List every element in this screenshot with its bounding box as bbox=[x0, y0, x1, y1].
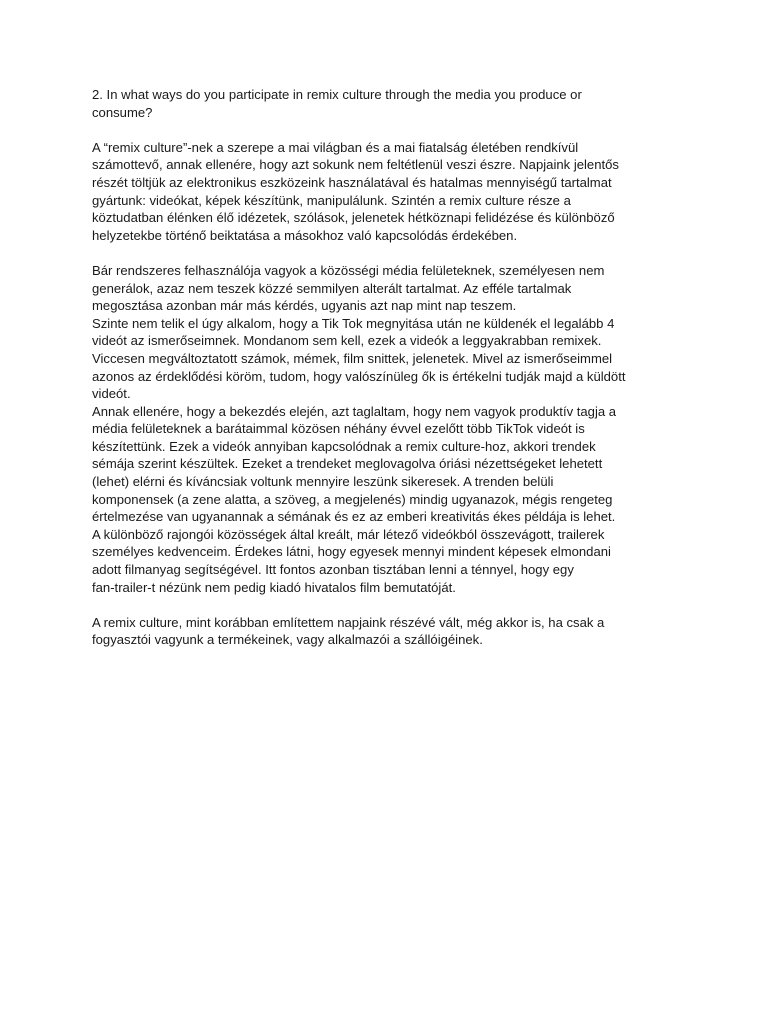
text-line: személyes kedvenceim. Érdekes látni, hogy egyesek mennyi mindent képesek elmondani bbox=[92, 544, 611, 560]
text-line: fan-trailer-t nézünk nem pedig kiadó hivatalos film bemutatóját. bbox=[92, 579, 456, 595]
body-paragraph-1 bbox=[92, 139, 692, 245]
text-line: részét töltjük az elektronikus eszközeink használatával és hatalmas mennyiségű tartalmat bbox=[92, 174, 612, 190]
text-line: videót. bbox=[92, 386, 131, 402]
text-line: A különböző rajongói közösségek által kreált, már létező videókból összevágott, trailerek bbox=[92, 526, 605, 542]
document-body bbox=[92, 86, 692, 649]
text-line: (lehet) elérni és kíváncsiak voltunk mennyire leszünk sikeresek. A trenden belüli bbox=[92, 474, 554, 490]
text-line: 2. In what ways do you participate in remix culture through the media you produce or bbox=[92, 87, 582, 102]
text-line: Szinte nem telik el úgy alkalom, hogy a Tik Tok megnyitása után ne küldenék el legalább 4 bbox=[92, 315, 615, 331]
text-line: generálok, azaz nem teszek közzé semmilyen alterált tartalmat. Az efféle tartalmak bbox=[92, 280, 572, 296]
text-line: videót az ismerőseimnek. Mondanom sem kell, ezek a videók a leggyakrabban remixek. bbox=[92, 333, 602, 349]
text-line: komponensek (a zene alatta, a szöveg, a megjelenés) mindig ugyanazok, mégis rengeteg bbox=[92, 491, 613, 507]
body-paragraph-3 bbox=[92, 614, 692, 649]
text-line: készítettünk. Ezek a videók annyiban kapcsolódnak a remix culture-hoz, akkori trendek bbox=[92, 438, 596, 454]
text-line: Viccesen megváltoztatott számok, mémek, film snittek, jelenetek. Mivel az ismerőseimmel bbox=[92, 350, 613, 366]
question-paragraph bbox=[92, 86, 692, 121]
text-line: helyzetekbe történő beiktatása a másokhoz való kapcsolódás érdekében. bbox=[92, 227, 518, 243]
text-line: megosztása azonban már más kérdés, ugyanis azt nap mint nap teszem. bbox=[92, 298, 517, 314]
text-line: adott filmanyag segítségével. Itt fontos azonban tisztában lenni a ténnyel, hogy egy bbox=[92, 562, 574, 578]
text-line: Annak ellenére, hogy a bekezdés elején, azt taglaltam, hogy nem vagyok produktív tagja a bbox=[92, 403, 617, 419]
text-line: Bár rendszeres felhasználója vagyok a közösségi média felületeknek, személyesen nem bbox=[92, 262, 605, 278]
text-line: consume? bbox=[92, 104, 153, 120]
text-line: média felületeknek a barátaimmal közösen néhány évvel ezelőtt több TikTok videót is bbox=[92, 421, 585, 437]
text-line: fogyasztói vagyunk a termékeinek, vagy alkalmazói a szállóigéinek. bbox=[92, 632, 483, 648]
text-line: gyártunk: videókat, képek készítünk, manipulálunk. Szintén a remix culture része a bbox=[92, 192, 571, 208]
text-line: azonos az érdeklődési köröm, tudom, hogy valószínüleg ők is értékelni tudják majd a küldött bbox=[92, 368, 626, 384]
text-line: köztudatban élénken élő idézetek, szólások, jelenetek hétköznapi felidézése és különböző bbox=[92, 210, 615, 226]
body-paragraph-2 bbox=[92, 262, 692, 596]
text-line: A “remix culture”-nek a szerepe a mai világban és a mai fiatalság életében rendkívül bbox=[92, 139, 579, 155]
text-line: értelmezése van ugyanannak a sémának és ez az emberi kreativitás ékes példája is lehet. bbox=[92, 509, 616, 525]
text-line: A remix culture, mint korábban említettem napjaink részévé vált, még akkor is, ha csak a bbox=[92, 614, 605, 630]
text-line: számottevő, annak ellenére, hogy azt sokunk nem feltétlenül veszi észre. Napjaink jelentős bbox=[92, 157, 619, 173]
text-line: sémája szerint készültek. Ezeket a trendeket meglovagolva óriási nézettségeket lehetett bbox=[92, 456, 603, 472]
